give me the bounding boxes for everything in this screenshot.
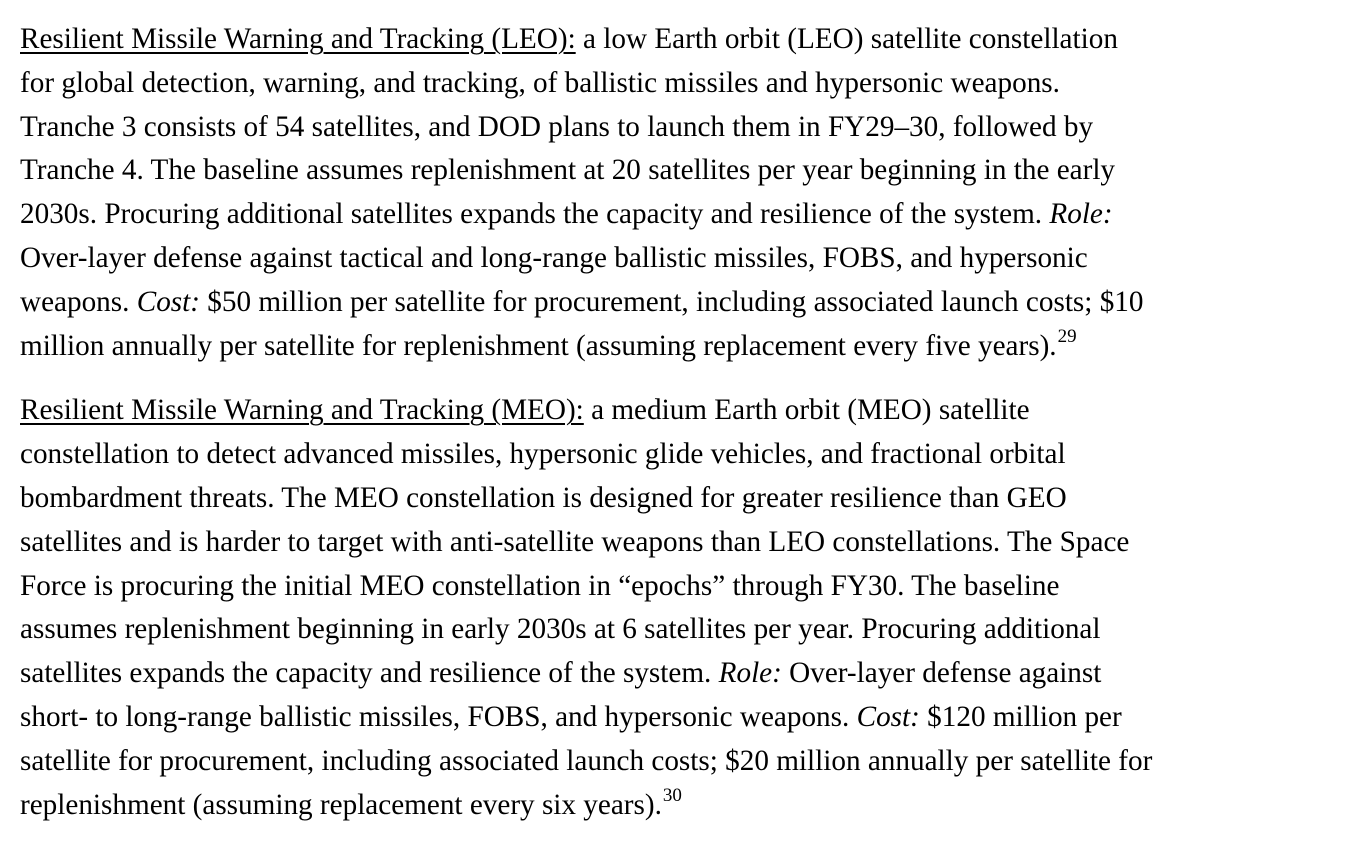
cost-text: $120 million per [919, 700, 1122, 733]
role-label: Role: [718, 657, 782, 690]
text-line [20, 652, 1350, 696]
text-line: bombardment threats. The MEO constellation is designed for greater resilience than GEO [20, 481, 1067, 514]
role-text: weapons. [20, 285, 137, 318]
text-line [20, 696, 1350, 740]
text-line [20, 784, 1350, 828]
paragraph-meo [20, 389, 1350, 827]
text-line [20, 193, 1350, 237]
cost-label: Cost: [136, 285, 200, 318]
cost-text: replenishment (assuming replacement every six years). [20, 788, 662, 821]
document-page [20, 18, 1350, 827]
text-line: Over-layer defense against tactical and long-range ballistic missiles, FOBS, and hypersonic [20, 241, 1088, 274]
cost-text: $50 million per satellite for procurement, including associated launch costs; $10 [199, 285, 1144, 318]
text-line: Force is procuring the initial MEO constellation in “epochs” through FY30. The baseline [20, 569, 1060, 602]
description-text: a low Earth orbit (LEO) satellite constellation [575, 23, 1118, 55]
text-line [20, 281, 1350, 325]
text-line: for global detection, warning, and tracking, of ballistic missiles and hypersonic weapons. [20, 66, 1060, 99]
text-line: constellation to detect advanced missiles, hypersonic glide vehicles, and fractional orbital [20, 438, 1066, 471]
text-line: assumes replenishment beginning in early 2030s at 6 satellites per year. Procuring additional [20, 613, 1101, 646]
cost-text: million annually per satellite for replenishment (assuming replacement every five years). [20, 329, 1057, 362]
role-text: short- to long-range ballistic missiles, FOBS, and hypersonic weapons. [20, 700, 857, 733]
footnote-marker: 29 [1057, 325, 1077, 347]
section-heading-leo: Resilient Missile Warning and Tracking (LEO): [20, 23, 576, 55]
text-line [20, 325, 1350, 369]
text-line: Tranche 3 consists of 54 satellites, and DOD plans to launch them in FY29–30, followed by [20, 110, 1094, 143]
footnote-marker: 30 [662, 784, 682, 806]
text-line [20, 18, 1350, 62]
description-text: satellites expands the capacity and resilience of the system. [20, 657, 719, 690]
description-text: a medium Earth orbit (MEO) satellite [583, 394, 1030, 427]
description-text: 2030s. Procuring additional satellites expands the capacity and resilience of the system. [20, 198, 1050, 231]
role-text: Over-layer defense against [781, 657, 1102, 690]
section-heading-meo: Resilient Missile Warning and Tracking (MEO): [20, 394, 584, 427]
text-line: satellites and is harder to target with anti-satellite weapons than LEO constellations. The Space [20, 525, 1130, 558]
paragraph-leo [20, 18, 1350, 368]
cost-label: Cost: [856, 700, 920, 733]
text-line: Tranche 4. The baseline assumes replenishment at 20 satellites per year beginning in the early [20, 154, 1116, 187]
text-line: satellite for procurement, including associated launch costs; $20 million annually per satellite for [20, 744, 1153, 777]
role-label: Role: [1049, 198, 1113, 231]
text-line [20, 389, 1350, 433]
